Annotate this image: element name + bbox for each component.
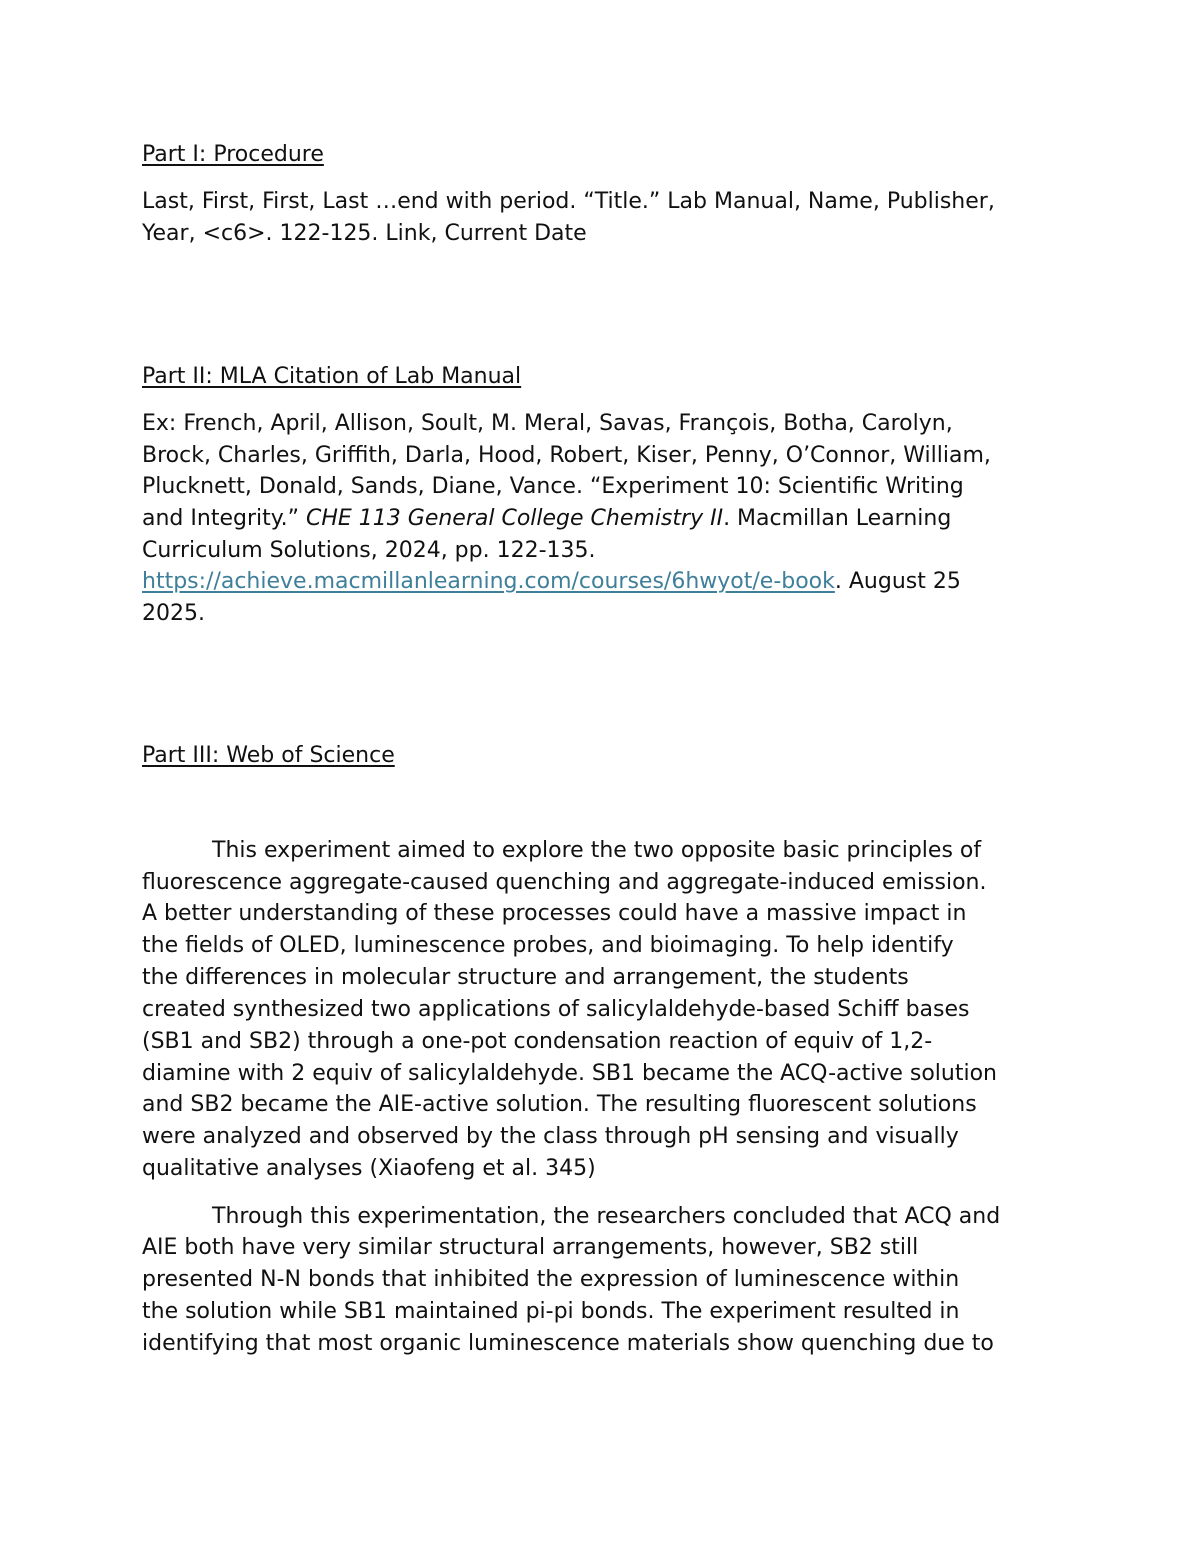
citation-url-link[interactable]: https://achieve.macmillanlearning.com/courses/6hwyot/e-book bbox=[142, 569, 835, 594]
citation-line-5: Curriculum Solutions, 2024, pp. 122-135. bbox=[142, 538, 596, 563]
citation-line-3: Plucknett, Donald, Sands, Diane, Vance. “Experiment 10: Scientific Writing bbox=[142, 474, 964, 499]
paragraph2-line: Through this experimentation, the researchers concluded that ACQ and bbox=[212, 1204, 1001, 1229]
paragraph1-line: A better understanding of these processes could have a massive impact in bbox=[142, 901, 967, 926]
paragraph1-line: (SB1 and SB2) through a one-pot condensation reaction of equiv of 1,2- bbox=[142, 1029, 933, 1054]
paragraph1-line: created synthesized two applications of salicylaldehyde-based Schiff bases bbox=[142, 997, 970, 1022]
citation-date-text: . August 25 bbox=[834, 569, 961, 594]
part1-line-1: Last, First, First, Last …end with period. “Title.” Lab Manual, Name, Publisher, bbox=[142, 189, 995, 214]
citation-line-6 bbox=[142, 567, 961, 597]
paragraph1-line: fluorescence aggregate-caused quenching and aggregate-induced emission. bbox=[142, 870, 987, 895]
citation-book-title: CHE 113 General College Chemistry II bbox=[306, 506, 724, 531]
citation-text: . Macmillan Learning bbox=[723, 506, 952, 531]
citation-line-2: Brock, Charles, Griffith, Darla, Hood, Robert, Kiser, Penny, O’Connor, William, bbox=[142, 443, 991, 468]
paragraph1-line: diamine with 2 equiv of salicylaldehyde. SB1 became the ACQ-active solution bbox=[142, 1061, 997, 1086]
citation-line-7: 2025. bbox=[142, 601, 205, 626]
citation-line-1: Ex: French, April, Allison, Soult, M. Meral, Savas, François, Botha, Carolyn, bbox=[142, 411, 953, 436]
part1-line-2: Year, <c6>. 122-125. Link, Current Date bbox=[142, 221, 587, 246]
paragraph1-line: the fields of OLED, luminescence probes, and bioimaging. To help identify bbox=[142, 933, 954, 958]
citation-line-4 bbox=[142, 504, 951, 534]
paragraph1-line: This experiment aimed to explore the two opposite basic principles of bbox=[212, 838, 982, 863]
paragraph1-line: the differences in molecular structure and arrangement, the students bbox=[142, 965, 909, 990]
citation-text: and Integrity.” bbox=[142, 506, 306, 531]
part3-heading: Part III: Web of Science bbox=[142, 743, 395, 768]
part2-heading: Part II: MLA Citation of Lab Manual bbox=[142, 364, 522, 389]
paragraph1-line: and SB2 became the AIE-active solution. The resulting fluorescent solutions bbox=[142, 1092, 977, 1117]
paragraph2-line: AIE both have very similar structural arrangements, however, SB2 still bbox=[142, 1235, 919, 1260]
part1-heading: Part I: Procedure bbox=[142, 142, 324, 167]
paragraph1-line: were analyzed and observed by the class through pH sensing and visually bbox=[142, 1124, 959, 1149]
paragraph2-line: presented N-N bonds that inhibited the expression of luminescence within bbox=[142, 1267, 960, 1292]
paragraph2-line: the solution while SB1 maintained pi-pi bonds. The experiment resulted in bbox=[142, 1299, 960, 1324]
paragraph2-line: identifying that most organic luminescence materials show quenching due to bbox=[142, 1331, 994, 1356]
paragraph1-line: qualitative analyses (Xiaofeng et al. 345) bbox=[142, 1156, 596, 1181]
